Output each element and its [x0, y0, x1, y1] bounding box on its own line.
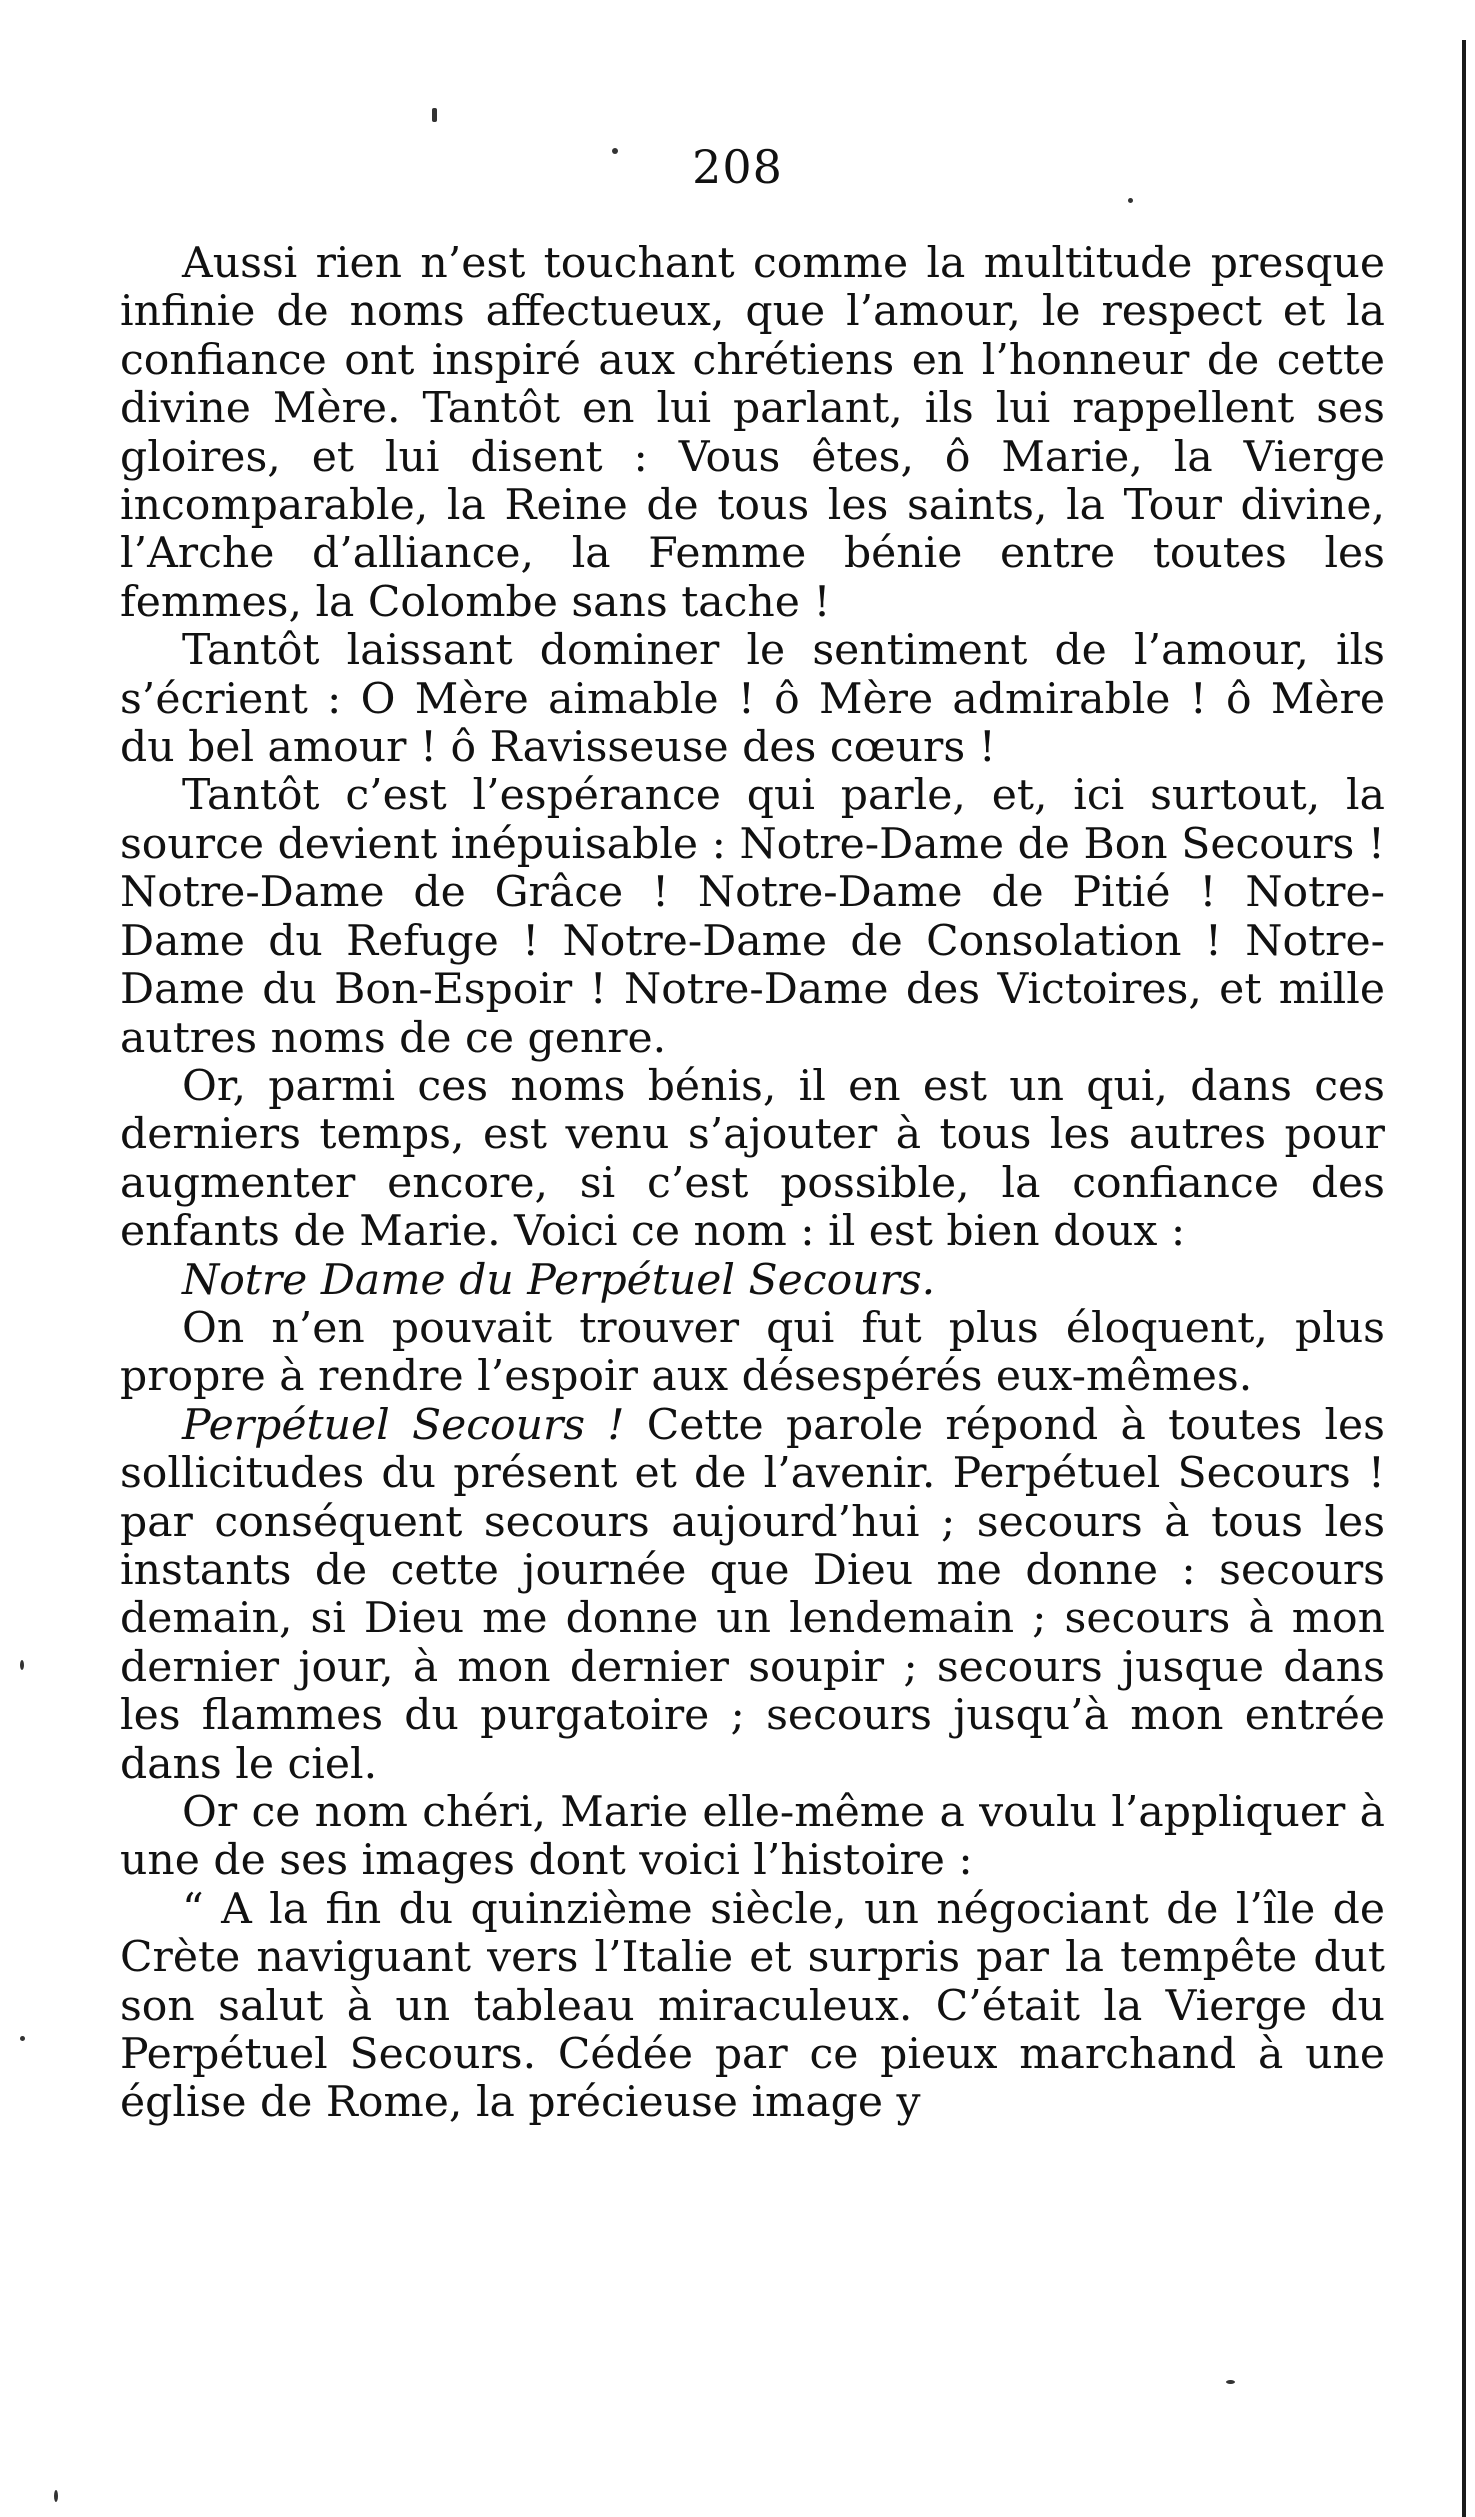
ink-speck: [1226, 2380, 1235, 2384]
paragraph-1: Aussi rien n’est touchant comme la multitude presque infinie de noms affectueux, que l’amour, le respect et la confiance ont inspiré aux chrétiens en l’honneur de cette divine Mère. Tantôt en lui parlant, ils lui rappellent ses gloires, et lui disent : Vous êtes, ô Marie, la Vierge incomparable, la Reine de tous les saints, la Tour divine, l’Arche d’alliance, la Femme bénie entre toutes les femmes, la Colombe sans tache !: [120, 239, 1385, 627]
ink-speck: [54, 2490, 58, 2502]
paragraph-7-italic-lead: Perpétuel Secours !: [182, 1400, 625, 1450]
paragraph-3: Tantôt c’est l’espérance qui parle, et, ici surtout, la source devient inépuisable : Notre-Dame de Bon Secours ! Notre-Dame de Grâce ! Notre-Dame de Pitié ! Notre-Dame du Refuge ! Notre-Dame de Consolation ! Notre-Dame du Bon-Espoir ! Notre-Dame des Victoires, et mille autres noms de ce genre.: [120, 771, 1385, 1063]
paragraph-4: Or, parmi ces noms bénis, il en est un qui, dans ces derniers temps, est venu s’ajouter à tous les autres pour augmenter encore, si c’est possible, la confiance des enfants de Marie. Voici ce nom : il est bien doux :: [120, 1061, 1385, 1257]
page-edge-rule: [1462, 40, 1466, 2517]
paragraph-8: Or ce nom chéri, Marie elle-même a voulu l’appliquer à une de ses images dont voici l’histoire :: [120, 1788, 1385, 1886]
paragraph-5-title: Notre Dame du Perpétuel Secours.: [182, 1255, 936, 1305]
paragraph-2: Tantôt laissant dominer le sentiment de l’amour, ils s’écrient : O Mère aimable ! ô Mère admirable ! ô Mère du bel amour ! ô Ravisseuse des cœurs !: [120, 626, 1385, 773]
ink-speck: [20, 2036, 25, 2041]
paragraph-7-rest: Cette parole répond à toutes les sollicitudes du présent et de l’avenir. Perpétuel Secours ! par conséquent secours aujourd’hui ; secours à tous les instants de cette journée que Dieu me donne : secours demain, si Dieu me donne un lendemain ; secours à mon dernier jour, à mon dernier soupir ; secours jusque dans les flammes du purgatoire ; secours jusqu’à mon entrée dans le ciel.: [120, 1400, 1385, 1789]
paragraph-6: On n’en pouvait trouver qui fut plus éloquent, plus propre à rendre l’espoir aux désespérés eux-mêmes.: [120, 1303, 1385, 1402]
paragraph-7: [120, 1402, 1385, 1789]
ink-speck: [20, 1660, 24, 1670]
paragraph-9: “ A la fin du quinzième siècle, un négociant de l’île de Crète naviguant vers l’Italie et surpris par la tempête dut son salut à un tableau miraculeux. C’était la Vierge du Perpétuel Secours. Cédée par ce pieux marchand à une église de Rome, la précieuse image y: [120, 1884, 1385, 2128]
page-number: 208: [692, 140, 783, 194]
ink-speck: [432, 108, 437, 122]
body-text: [120, 240, 1385, 2128]
ink-speck: [1128, 198, 1133, 203]
